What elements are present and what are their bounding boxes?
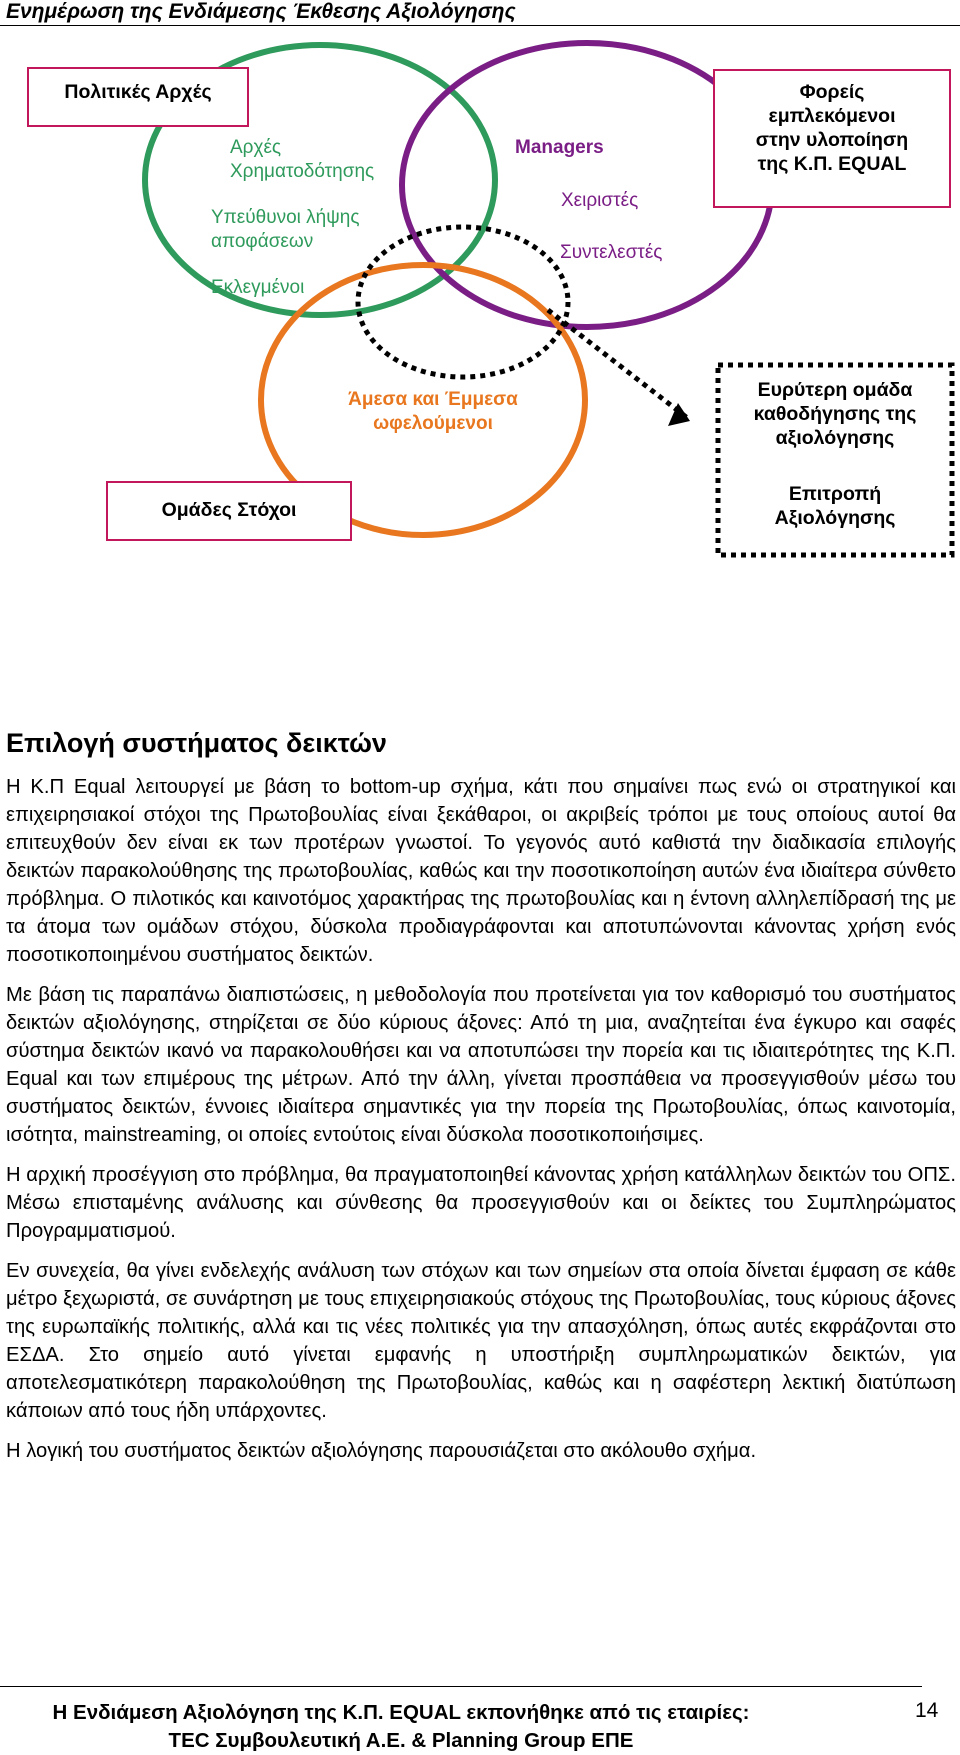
funding-line-2: Χρηματοδότησης (230, 161, 375, 182)
committee-line-1: Επιτροπή (788, 483, 882, 505)
footer-line-2: TEC Συμβουλευτική Α.Ε. & Planning Group ΕΠΕ (168, 1729, 634, 1752)
paragraph-3: Η αρχική προσέγγιση στο πρόβλημα, θα πραγματοποιηθεί κάνοντας χρήση κατάλληλων δεικτών του ΟΠΣ. Μέσω επισταμένης ανάλυσης και σύνθεσης θα προσεγγισθούν και οι δείκτες του Συμπληρώματος Προγραμματισμού. (6, 1164, 956, 1242)
bodies-line-3: στην υλοποίηση (755, 129, 909, 151)
decision-makers-label (211, 206, 360, 254)
decision-line-1: Υπεύθυνοι λήψης (211, 207, 360, 228)
paragraph-4: Εν συνεχεία, θα γίνει ενδελεχής ανάλυση των στόχων και των σημείων στα οποία δίνεται έμφαση σε κάθε μέτρο ξεχωριστά, σε συνάρτηση με τους επιχειρησιακούς στόχους της Πρωτοβουλίας, τους κύριους άξονες της ευρωπαϊκής πολιτικής, αλλά και τις νέες πολιτικές για την απασχόληση, όπως αυτές εκφράζονται στο ΕΣΔΑ. Στο σημείο αυτό γίνεται εμφανής η υποστήριξη συμπληρωματικών δεικτών, για αποτελεσματικότερη παρακολούθηση της Πρωτοβουλίας, καθώς και η σαφέστερη λεκτική διατύπωση κάποιων από τους ήδη υπάρχοντες. (6, 1260, 956, 1422)
contributors-label: Συντελεστές (560, 242, 663, 263)
elected-label: Εκλεγμένοι (211, 277, 305, 298)
evaluation-group-line-1: Ευρύτερη ομάδα (757, 379, 913, 401)
committee-line-2: Αξιολόγησης (774, 507, 896, 529)
bodies-box-label (714, 80, 950, 176)
header-divider (0, 25, 960, 26)
bodies-line-2: εμπλεκόμενοι (768, 105, 896, 127)
stakeholder-diagram (0, 40, 960, 680)
section-title: Επιλογή συστήματος δεικτών (6, 728, 387, 758)
evaluation-committee-label (722, 482, 948, 530)
bodies-line-4: της Κ.Π. EQUAL (757, 153, 907, 175)
beneficiaries-label (338, 388, 528, 436)
footer-line-1: Η Ενδιάμεση Αξιολόγηση της Κ.Π. EQUAL εκπονήθηκε από τις εταιρίες: (52, 1701, 750, 1724)
handlers-label: Χειριστές (561, 190, 639, 211)
funding-label (230, 136, 374, 184)
beneficiaries-line-1: Άμεσα και Έμμεσα (348, 389, 518, 410)
evaluation-group-line-2: καθοδήγησης της (753, 403, 917, 425)
paragraph-2: Με βάση τις παραπάνω διαπιστώσεις, η μεθοδολογία που προτείνεται για τον καθορισμό του συστήματος δεικτών αξιολόγησης, στηρίζεται σε δύο κύριους άξονες: Από τη μια, αναζητείται ένα έγκυρο και σαφές σύστημα δεικτών ικανό να παρακολουθήσει και να αποτυπώσει την πορεία και τις ιδιαιτερότητες της Κ.Π. Equal και των επιμέρους της μέτρων. Από την άλλη, γίνεται προσπάθεια να προσεγγισθούν μέσω του συστήματος δεικτών, έννοιες ιδιαίτερα σημαντικές για την πορεία της Πρωτοβουλίας, όπως καινοτομία, ισότητα, mainstreaming, οι οποίες εντούτοις είναι δύσκολα ποσοτικοποιήσιμες. (6, 984, 956, 1146)
paragraph-5: Η λογική του συστήματος δεικτών αξιολόγησης παρουσιάζεται στο ακόλουθο σχήμα. (6, 1440, 757, 1462)
decision-line-2: αποφάσεων (211, 231, 314, 252)
evaluation-group-line-3: αξιολόγησης (775, 427, 895, 449)
evaluation-group-label (722, 378, 948, 450)
page-number: 14 (915, 1699, 939, 1722)
managers-label: Managers (515, 137, 604, 158)
bodies-line-1: Φορείς (799, 81, 865, 103)
body-text (6, 773, 956, 1477)
policy-box-label: Πολιτικές Αρχές (64, 81, 212, 103)
beneficiaries-line-2: ωφελούμενοι (373, 413, 493, 434)
target-box-label: Ομάδες Στόχοι (161, 499, 297, 521)
page-header-title: Ενημέρωση της Ενδιάμεσης Έκθεσης Αξιολόγησης (6, 0, 516, 23)
funding-line-1: Αρχές (230, 137, 282, 158)
footer-text (6, 1699, 796, 1755)
footer-divider (0, 1686, 922, 1687)
paragraph-1: Η Κ.Π Equal λειτουργεί με βάση το bottom-up σχήμα, κάτι που σημαίνει πως ενώ οι στρατηγικοί και επιχειρησιακοί στόχοι της Πρωτοβουλίας είναι ξεκάθαροι, οι ακριβείς τρόποι με τους οποίους αυτοί θα επιτευχθούν δεν είναι εκ των προτέρων γνωστοί. Το γεγονός αυτό καθιστά την διαδικασία επιλογής δεικτών παρακολούθησης της πρωτοβουλίας, καθώς και την ποσοτικοποίηση αυτών ένα ιδιαίτερα σύνθετο πρόβλημα. Ο πιλοτικός και καινοτόμος χαρακτήρας της πρωτοβουλίας και η έντονη αλληλεπίδρασή της με τα άτομα των ομάδων στόχου, δύσκολα προδιαγράφονται και αποτυπώνονται κάνοντας χρήση ενός ποσοτικοποιημένου συστήματος δεικτών. (6, 776, 956, 966)
